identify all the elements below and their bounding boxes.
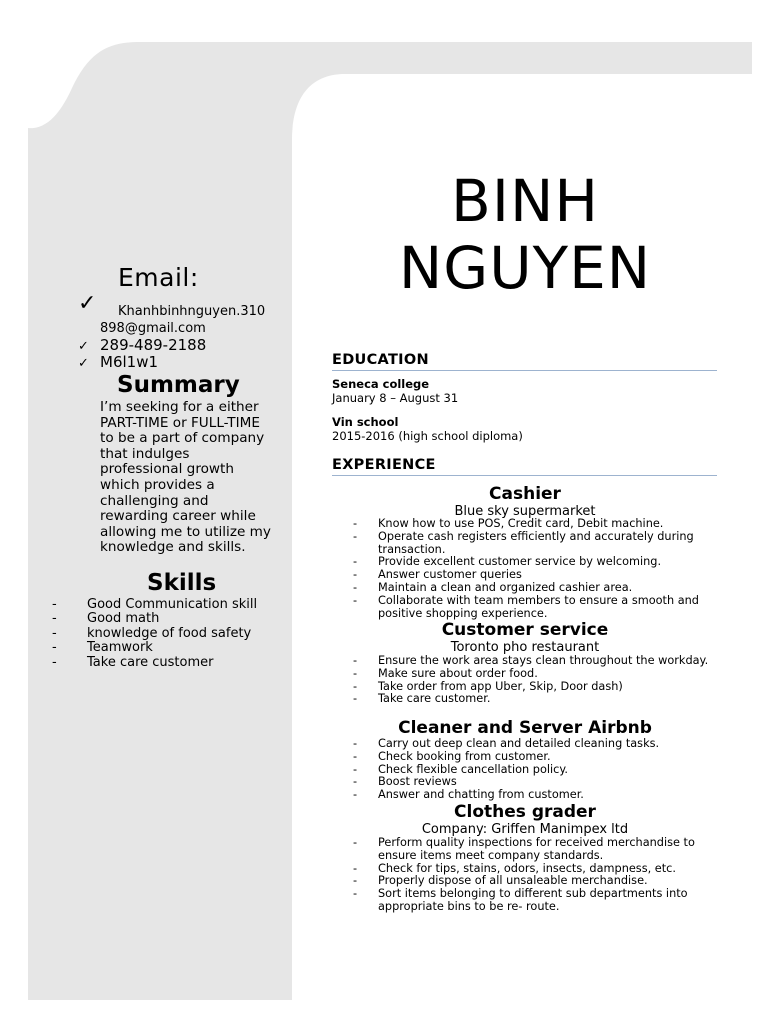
duty-item: - Take order from app Uber, Skip, Door dash) <box>353 679 623 693</box>
education-divider <box>332 370 717 371</box>
email-text-line2: 898@gmail.com <box>100 321 206 336</box>
duty-item: - Operate cash registers efficiently and accurately during transaction. <box>353 529 694 556</box>
job-title: Clothes grader <box>454 802 596 822</box>
job-duties-list <box>353 655 713 706</box>
email-label: Email: <box>118 263 199 292</box>
skill-item: - Good math <box>52 611 160 627</box>
experience-divider <box>332 475 717 476</box>
duty-item: - Check booking from customer. <box>353 749 551 763</box>
job-company: Blue sky supermarket <box>454 504 596 519</box>
duty-item: - Check flexible cancellation policy. <box>353 762 569 776</box>
first-name: BINH <box>451 167 599 235</box>
check-icon: ✓ <box>78 339 89 354</box>
duty-item: - Properly dispose of all unsaleable merchandise. <box>353 874 648 888</box>
skill-item: - knowledge of food safety <box>52 625 252 641</box>
job-title: Cleaner and Server Airbnb <box>398 718 652 738</box>
job-duties-list <box>353 518 713 620</box>
education-date: 2015-2016 (high school diploma) <box>332 429 523 443</box>
skill-item: - Good Communication skill <box>52 597 258 612</box>
duty-item: - Carry out deep clean and detailed cleaning tasks. <box>353 737 660 750</box>
skills-list <box>52 598 257 670</box>
job-duties-list <box>353 837 713 914</box>
education-date: January 8 – August 31 <box>332 391 459 405</box>
duty-item: - Provide excellent customer service by welcoming. <box>353 555 662 569</box>
duty-item: - Ensure the work area stays clean throughout the workday. <box>353 654 709 667</box>
phone-number: 289-489-2188 <box>100 336 207 354</box>
education-school: Vin school <box>332 415 399 429</box>
education-heading: EDUCATION <box>332 352 429 368</box>
duty-item: - Collaborate with team members to ensure a smooth and positive shopping experience. <box>353 593 699 620</box>
job-company: Company: Griffen Manimpex ltd <box>421 822 629 837</box>
last-name: NGUYEN <box>398 234 652 302</box>
skills-heading: Skills <box>147 570 217 596</box>
education-school: Seneca college <box>332 377 430 391</box>
duty-item: - Make sure about order food. <box>353 666 538 680</box>
summary-heading: Summary <box>117 372 240 398</box>
duty-item: - Sort items belonging to different sub departments into appropriate bins to be re- route. <box>353 887 688 913</box>
summary-text: I’m seeking for a either PART-TIME or FULL-TIME to be a part of company that indulges professional growth which provides a challenging and rewarding career while allowing me to utilize my knowledge and skills. <box>100 399 271 556</box>
job-title: Cashier <box>489 484 561 504</box>
check-icon: ✓ <box>78 291 97 316</box>
candidate-name <box>330 168 720 302</box>
job-company: Toronto pho restaurant <box>450 640 600 655</box>
duty-item: - Check for tips, stains, odors, insects, dampness, etc. <box>353 861 676 875</box>
check-icon: ✓ <box>78 356 89 371</box>
skill-item: - Teamwork <box>52 640 153 656</box>
duty-item: - Answer customer queries <box>353 568 522 582</box>
postal-code: M6l1w1 <box>100 353 159 371</box>
duty-item: - Boost reviews <box>353 775 457 789</box>
email-text-line1: Khanhbinhnguyen.310 <box>118 304 266 319</box>
duty-item: - Answer and chatting from customer. <box>353 788 584 802</box>
duty-item: - Take care customer. <box>353 692 491 706</box>
duty-item: - Maintain a clean and organized cashier area. <box>353 580 633 594</box>
job-duties-list <box>353 738 713 802</box>
job-title: Customer service <box>441 620 609 640</box>
duty-item: - Perform quality inspections for received merchandise to ensure items meet company standards. <box>353 836 695 862</box>
duty-item: - Know how to use POS, Credit card, Debit machine. <box>353 517 664 530</box>
experience-heading: EXPERIENCE <box>332 457 436 473</box>
skill-item: - Take care customer <box>52 654 214 670</box>
